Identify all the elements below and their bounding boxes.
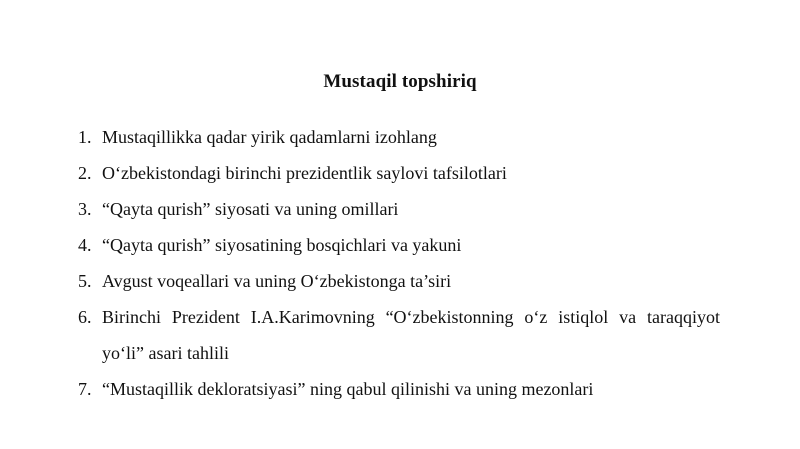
- list-item: [75, 371, 720, 407]
- list-item-number: 2.: [78, 163, 92, 183]
- list-item-text: “Mustaqillik dekloratsiyasi” ning qabul qilinishi va uning mezonlari: [102, 379, 594, 399]
- list-item-number: 1.: [78, 127, 92, 147]
- list-item: [75, 299, 720, 371]
- list-item-number: 3.: [78, 199, 92, 219]
- task-list: [75, 119, 720, 407]
- list-item-text: Avgust voqeallari va uning O‘zbekistonga ta’siri: [102, 271, 452, 291]
- document-title: Mustaqil topshiriq: [323, 71, 477, 92]
- list-item-number: 6.: [78, 307, 92, 327]
- list-item-text: Mustaqillikka qadar yirik qadamlarni izohlang: [102, 127, 437, 147]
- list-item: [75, 227, 720, 263]
- list-item-number: 7.: [78, 379, 92, 399]
- list-item: [75, 119, 720, 155]
- list-item-text: “Qayta qurish” siyosati va uning omillari: [102, 199, 399, 219]
- list-item-text: Birinchi Prezident I.A.Karimovning “O‘zbekistonning o‘z istiqlol va taraqqiyot yo‘li” asari tahlili: [102, 307, 720, 363]
- list-item-number: 4.: [78, 235, 92, 255]
- list-item-text: “Qayta qurish” siyosatining bosqichlari va yakuni: [102, 235, 462, 255]
- list-item: [75, 155, 720, 191]
- list-item-text: O‘zbekistondagi birinchi prezidentlik saylovi tafsilotlari: [102, 163, 507, 183]
- list-item: [75, 191, 720, 227]
- list-item-number: 5.: [78, 271, 92, 291]
- list-item: [75, 263, 720, 299]
